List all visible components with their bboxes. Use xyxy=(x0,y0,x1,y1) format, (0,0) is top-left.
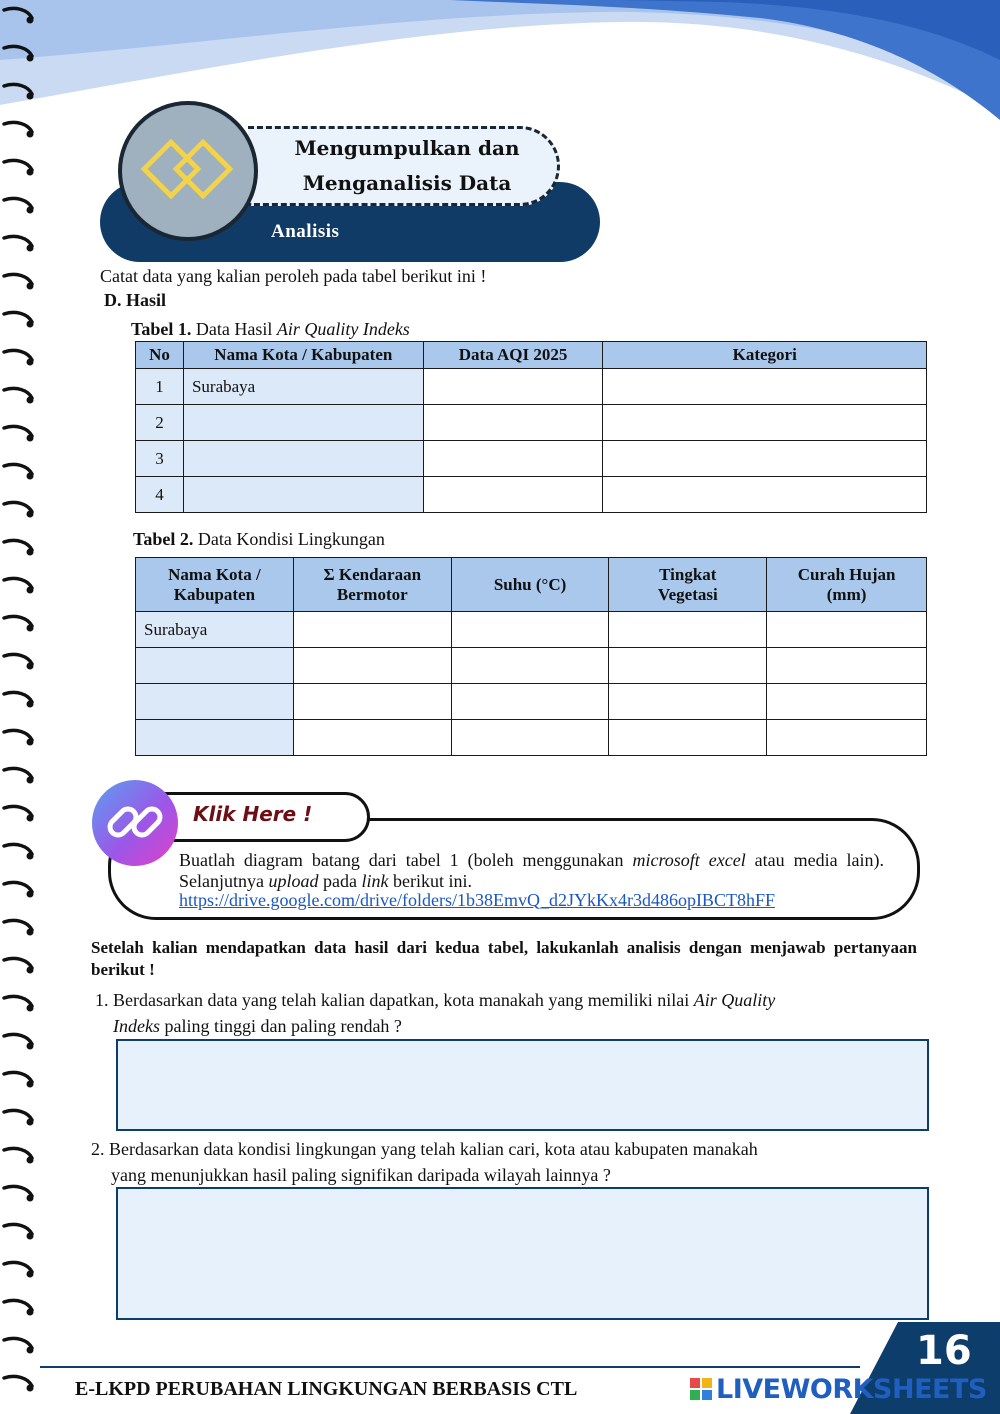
spiral-ring xyxy=(2,1106,36,1128)
table-row xyxy=(136,441,927,477)
table1-cell-no: 3 xyxy=(136,441,184,477)
spiral-ring xyxy=(2,612,36,634)
footer-divider xyxy=(40,1366,860,1368)
section-title: Mengumpulkan dan Menganalisis Data xyxy=(294,136,520,195)
table2-cell[interactable] xyxy=(767,648,927,684)
table2-cell[interactable] xyxy=(767,612,927,648)
section-subtitle: Analisis xyxy=(271,221,340,242)
answer-box-2[interactable] xyxy=(116,1187,929,1320)
table1-cell-no: 1 xyxy=(136,369,184,405)
table2-cell-city[interactable]: Surabaya xyxy=(136,612,294,648)
spiral-ring xyxy=(2,1372,36,1394)
page-number: 16 xyxy=(916,1328,972,1374)
table2-header-vehicles: Σ Kendaraan Bermotor xyxy=(293,558,451,612)
table1-cell-category[interactable] xyxy=(603,369,927,405)
table-row xyxy=(136,477,927,513)
table2-header-city: Nama Kota / Kabupaten xyxy=(136,558,294,612)
spiral-ring xyxy=(2,384,36,406)
table1-cell-aqi[interactable] xyxy=(423,477,603,513)
table1-cell-category[interactable] xyxy=(603,405,927,441)
table1-header-no: No xyxy=(136,342,184,369)
spiral-ring xyxy=(2,536,36,558)
table1-cell-aqi[interactable] xyxy=(423,405,603,441)
table2-cell[interactable] xyxy=(293,612,451,648)
table1-cell-city[interactable] xyxy=(183,441,423,477)
table1-header-city: Nama Kota / Kabupaten xyxy=(183,342,423,369)
table1-cell-category[interactable] xyxy=(603,477,927,513)
section-heading: D. Hasil xyxy=(104,290,167,310)
table2-cell[interactable] xyxy=(609,720,767,756)
spiral-ring xyxy=(2,156,36,178)
table2-header-vegetation: Tingkat Vegetasi xyxy=(609,558,767,612)
diamond-logo-icon xyxy=(122,105,254,237)
spiral-ring xyxy=(2,460,36,482)
table1-cell-category[interactable] xyxy=(603,441,927,477)
table1-cell-aqi[interactable] xyxy=(423,369,603,405)
spiral-ring xyxy=(2,1334,36,1356)
table2-cell-city[interactable] xyxy=(136,720,294,756)
table2-header-rainfall: Curah Hujan (mm) xyxy=(767,558,927,612)
spiral-ring xyxy=(2,726,36,748)
table1-header-category: Kategori xyxy=(603,342,927,369)
spiral-ring xyxy=(2,916,36,938)
spiral-ring xyxy=(2,1220,36,1242)
table-environment xyxy=(135,557,927,756)
table2-cell[interactable] xyxy=(293,720,451,756)
analysis-intro: Setelah kalian mendapatkan data hasil dari kedua tabel, lakukanlah analisis dengan menjawab pertanyaan berikut ! xyxy=(91,938,917,979)
table1-cell-no: 4 xyxy=(136,477,184,513)
table2-cell[interactable] xyxy=(451,612,609,648)
spiral-ring xyxy=(2,1030,36,1052)
table2-cell[interactable] xyxy=(609,684,767,720)
table2-cell[interactable] xyxy=(609,648,767,684)
table-row xyxy=(136,684,927,720)
spiral-ring xyxy=(2,270,36,292)
table1-cell-city[interactable] xyxy=(183,477,423,513)
spiral-ring xyxy=(2,1258,36,1280)
table2-cell[interactable] xyxy=(293,684,451,720)
spiral-ring xyxy=(2,840,36,862)
table1-caption: Tabel 1. Data Hasil Air Quality Indeks xyxy=(131,319,410,339)
spiral-ring xyxy=(2,992,36,1014)
table1-cell-aqi[interactable] xyxy=(423,441,603,477)
liveworksheets-brand[interactable]: LIVEWORKSHEETS xyxy=(716,1374,987,1405)
table1-header-aqi: Data AQI 2025 xyxy=(423,342,603,369)
spiral-ring xyxy=(2,688,36,710)
table-row xyxy=(136,648,927,684)
spiral-ring xyxy=(2,80,36,102)
klik-here-label[interactable]: Klik Here ! xyxy=(193,802,313,826)
spiral-binding xyxy=(0,0,40,1414)
section-badge-circle xyxy=(118,101,258,241)
table-row xyxy=(136,369,927,405)
drive-link[interactable]: https://drive.google.com/drive/folders/1b38EmvQ_d2JYkKx4r3d486opIBCT8hFF xyxy=(179,890,775,910)
table1-cell-city[interactable] xyxy=(183,405,423,441)
spiral-ring xyxy=(2,498,36,520)
instruction-text: Catat data yang kalian peroleh pada tabel berikut ini ! xyxy=(100,266,487,286)
table-aqi xyxy=(135,341,927,513)
spiral-ring xyxy=(2,346,36,368)
table2-cell[interactable] xyxy=(767,684,927,720)
spiral-ring xyxy=(2,764,36,786)
table-row xyxy=(136,612,927,648)
table2-cell[interactable] xyxy=(767,720,927,756)
link-icon-circle[interactable] xyxy=(92,780,178,866)
spiral-ring xyxy=(2,802,36,824)
table2-cell[interactable] xyxy=(451,720,609,756)
table2-cell[interactable] xyxy=(451,684,609,720)
table2-cell[interactable] xyxy=(451,648,609,684)
spiral-ring xyxy=(2,194,36,216)
chain-link-icon xyxy=(92,780,178,866)
spiral-ring xyxy=(2,878,36,900)
spiral-ring xyxy=(2,42,36,64)
table-row xyxy=(136,405,927,441)
spiral-ring xyxy=(2,118,36,140)
table1-cell-city[interactable]: Surabaya xyxy=(183,369,423,405)
table2-cell-city[interactable] xyxy=(136,684,294,720)
liveworksheets-logo-icon xyxy=(690,1378,712,1402)
question-2: 2. Berdasarkan data kondisi lingkungan yang telah kalian cari, kota atau kabupaten manakah yang menunjukkan hasil paling signifikan daripada wilayah lainnya ? xyxy=(91,1139,758,1185)
answer-box-1[interactable] xyxy=(116,1039,929,1131)
spiral-ring xyxy=(2,422,36,444)
spiral-ring xyxy=(2,308,36,330)
spiral-ring xyxy=(2,1068,36,1090)
table2-cell-city[interactable] xyxy=(136,648,294,684)
table2-caption: Tabel 2. Data Kondisi Lingkungan xyxy=(133,529,385,549)
footer-title: E-LKPD PERUBAHAN LINGKUNGAN BERBASIS CTL xyxy=(75,1378,578,1400)
table2-cell[interactable] xyxy=(293,648,451,684)
spiral-ring xyxy=(2,650,36,672)
table1-cell-no: 2 xyxy=(136,405,184,441)
question-1: 1. Berdasarkan data yang telah kalian dapatkan, kota manakah yang memiliki nilai Air Quality Indeks paling tinggi dan paling rendah ? xyxy=(95,990,776,1036)
spiral-ring xyxy=(2,574,36,596)
link-instruction-text: Buatlah diagram batang dari tabel 1 (boleh menggunakan microsoft excel atau media lain). Selanjutnya upload pada link berikut ini. xyxy=(179,850,885,891)
spiral-ring xyxy=(2,1296,36,1318)
spiral-ring xyxy=(2,1182,36,1204)
table2-header-temperature: Suhu (°C) xyxy=(451,558,609,612)
spiral-ring xyxy=(2,954,36,976)
spiral-ring xyxy=(2,1144,36,1166)
table-row xyxy=(136,720,927,756)
spiral-ring xyxy=(2,232,36,254)
spiral-ring xyxy=(2,4,36,26)
table2-cell[interactable] xyxy=(609,612,767,648)
